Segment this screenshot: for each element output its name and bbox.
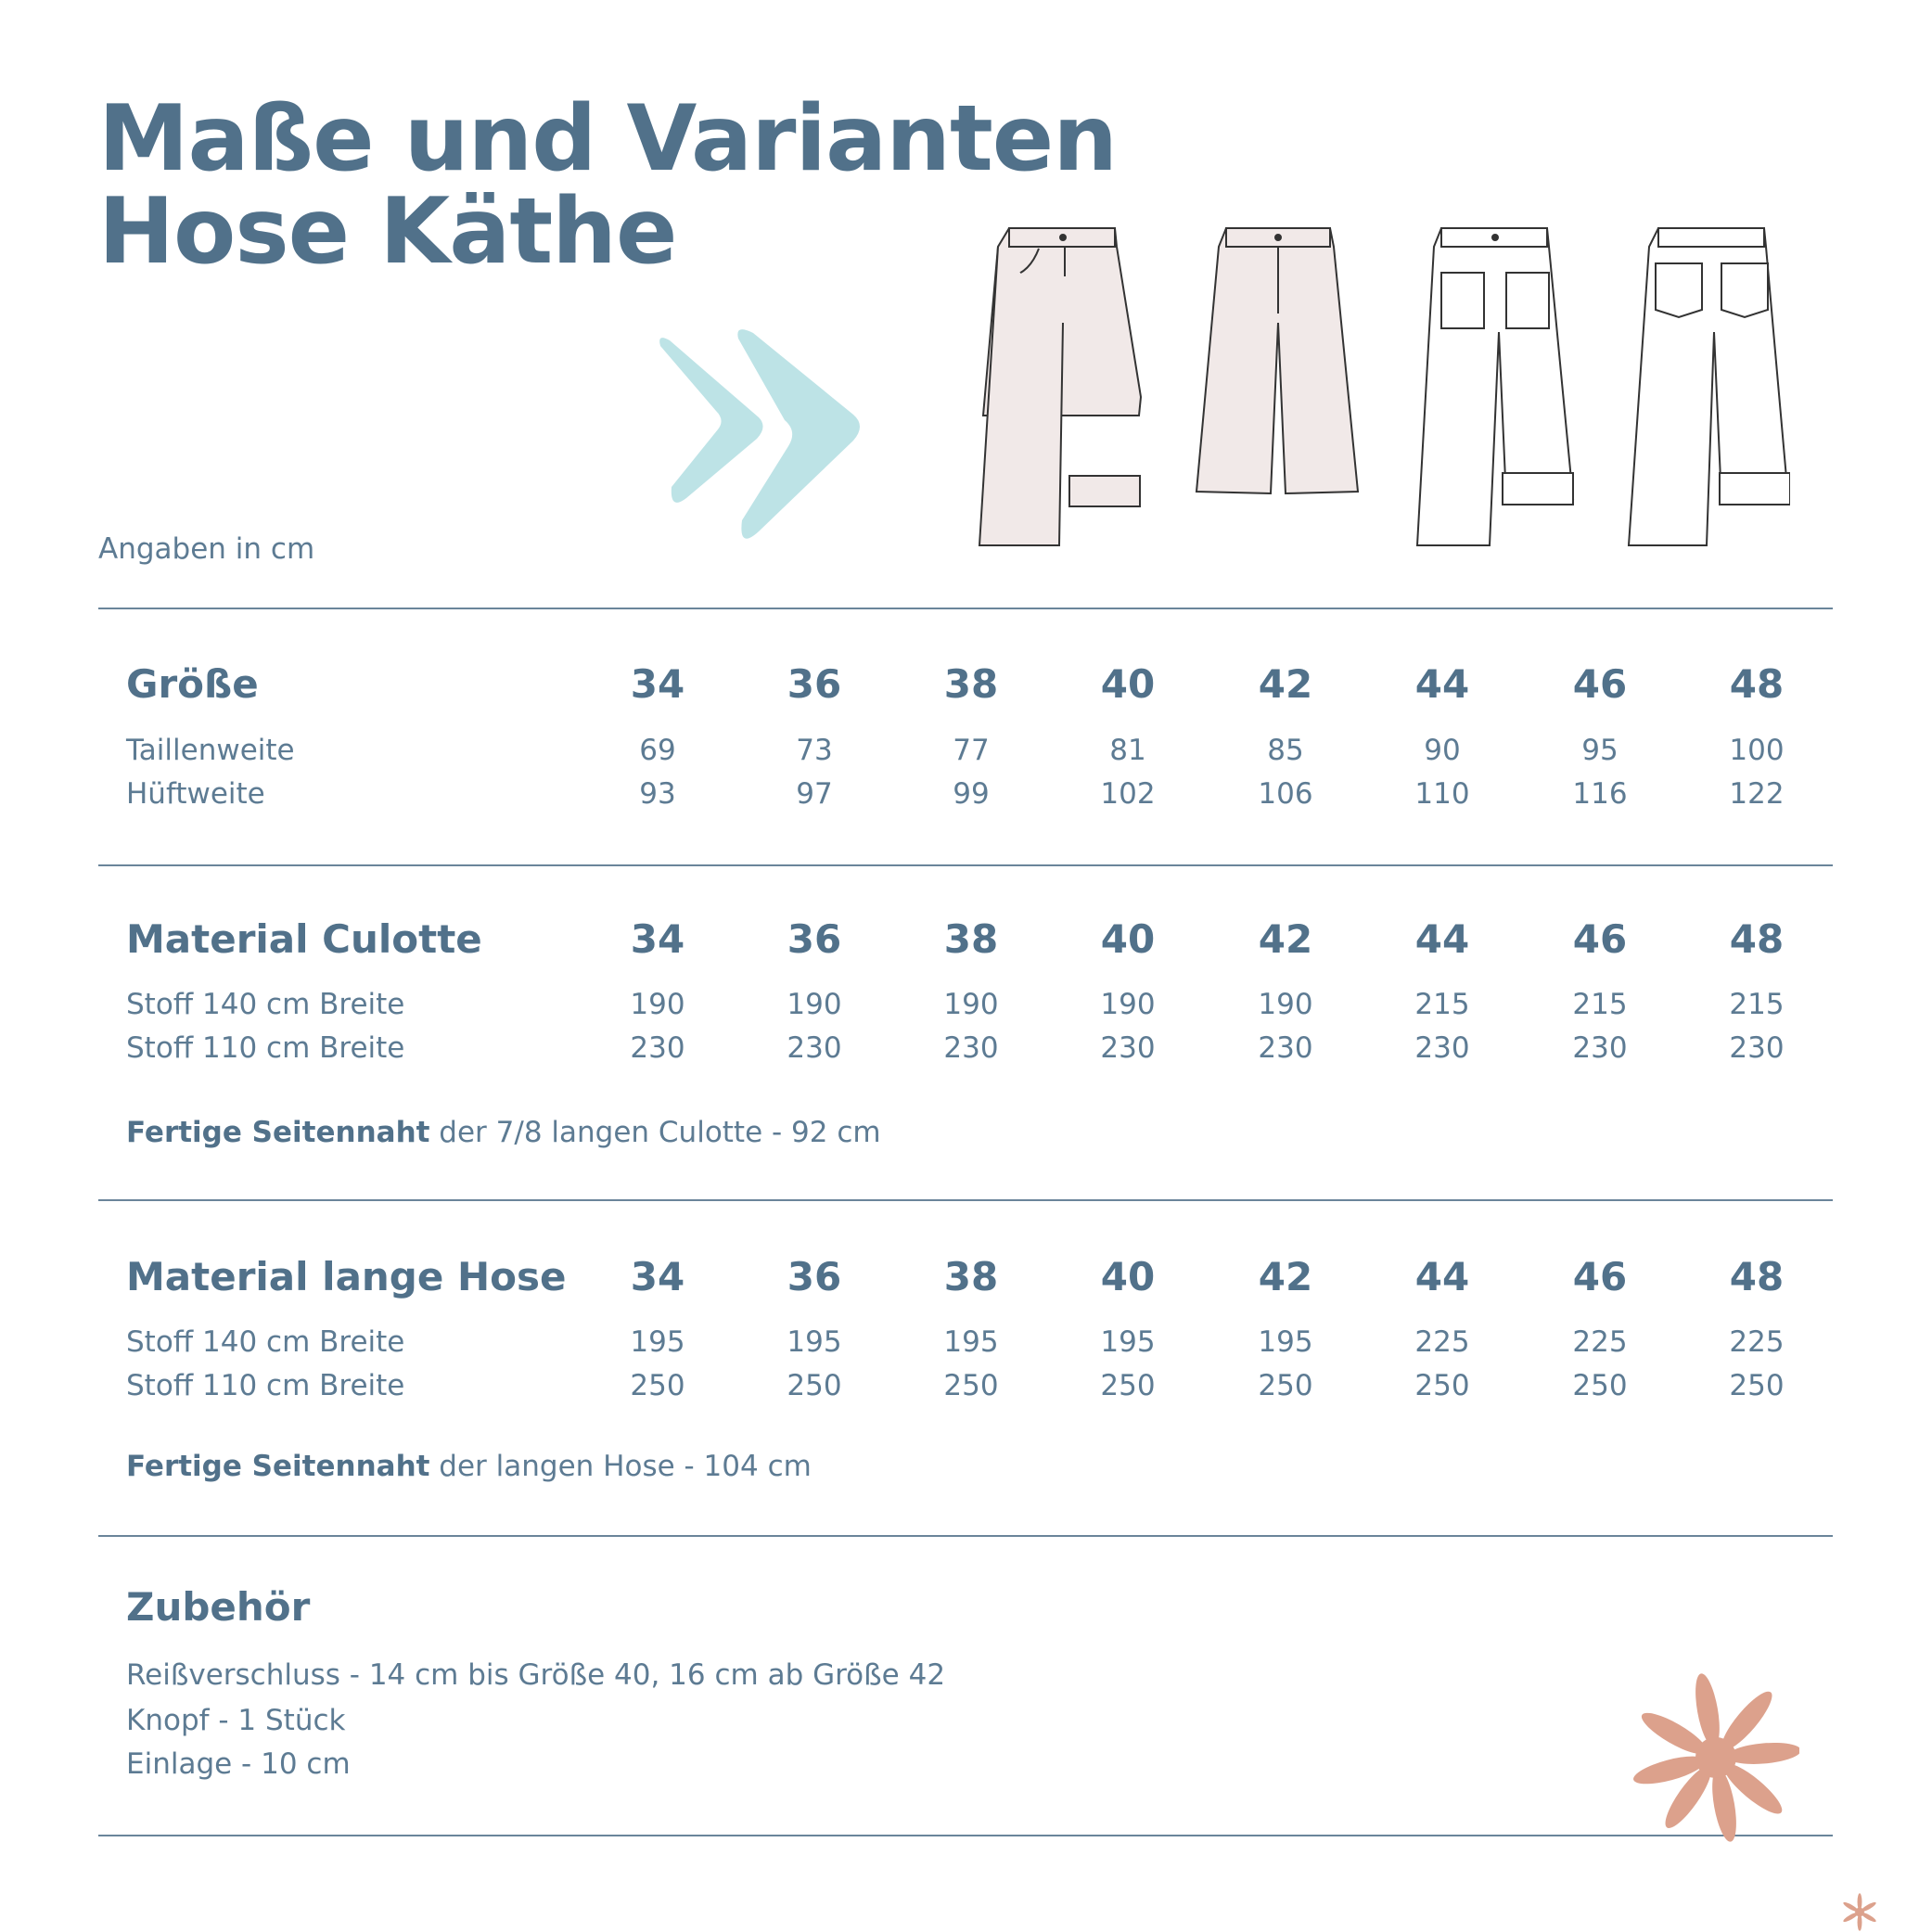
- table-cell: 250: [943, 1369, 999, 1402]
- table-cell: 250: [1414, 1369, 1470, 1402]
- divider-3: [98, 1199, 1833, 1201]
- table-cell: 230: [1258, 1031, 1313, 1065]
- size-header-cell: 38: [943, 916, 999, 962]
- list-item: Einlage - 10 cm: [126, 1747, 351, 1781]
- lange-hose-header: Material lange Hose: [126, 1254, 567, 1299]
- table-cell: 190: [630, 988, 685, 1021]
- size-header-cell: 48: [1729, 916, 1785, 962]
- size-header-cell: 34: [630, 661, 685, 707]
- table-cell: 99: [953, 777, 990, 811]
- size-header-cell: 36: [787, 1254, 842, 1299]
- title-line-1: Maße und Varianten: [98, 86, 1118, 192]
- size-header-cell: 44: [1414, 661, 1470, 707]
- table-cell: 190: [1258, 988, 1313, 1021]
- table-cell: 250: [1572, 1369, 1628, 1402]
- table-cell: 116: [1572, 777, 1628, 811]
- size-header-cell: 46: [1572, 1254, 1628, 1299]
- divider-1: [98, 608, 1833, 609]
- size-header-cell: 34: [630, 916, 685, 962]
- row-label-stoff-140: Stoff 140 cm Breite: [126, 988, 405, 1021]
- table-cell: 77: [953, 734, 990, 767]
- divider-4: [98, 1535, 1833, 1537]
- size-header-cell: 44: [1414, 916, 1470, 962]
- double-chevron-icon: [649, 329, 872, 547]
- pants-culotte-side-icon: [979, 228, 1141, 545]
- size-header-cell: 44: [1414, 1254, 1470, 1299]
- size-header-cell: 46: [1572, 916, 1628, 962]
- table-cell: 230: [1729, 1031, 1785, 1065]
- size-header-cell: 40: [1100, 1254, 1156, 1299]
- table-cell: 215: [1414, 988, 1470, 1021]
- list-item: Knopf - 1 Stück: [126, 1704, 346, 1737]
- lange-hose-note-bold: Fertige Seitennaht: [126, 1450, 430, 1483]
- table-cell: 225: [1572, 1325, 1628, 1359]
- flower-icon: [1632, 1670, 1799, 1846]
- row-label-hueftweite: Hüftweite: [126, 777, 265, 811]
- size-header-cell: 38: [943, 661, 999, 707]
- culotte-note-text: der 7/8 langen Culotte - 92 cm: [429, 1116, 881, 1149]
- row-label-taillenweite: Taillenweite: [126, 734, 295, 767]
- size-header-cell: 42: [1258, 661, 1313, 707]
- table-cell: 190: [1100, 988, 1156, 1021]
- culotte-header: Material Culotte: [126, 916, 482, 962]
- small-flower-icon: [1827, 1892, 1892, 1932]
- lange-hose-note-text: der langen Hose - 104 cm: [429, 1450, 812, 1483]
- culotte-note-bold: Fertige Seitennaht: [126, 1116, 430, 1149]
- divider-5: [98, 1835, 1833, 1836]
- table-cell: 110: [1414, 777, 1470, 811]
- table-cell: 81: [1109, 734, 1146, 767]
- size-header-cell: 36: [787, 916, 842, 962]
- table-cell: 122: [1729, 777, 1785, 811]
- table-cell: 93: [639, 777, 676, 811]
- table-cell: 195: [787, 1325, 842, 1359]
- table-cell: 102: [1100, 777, 1156, 811]
- table-cell: 85: [1267, 734, 1304, 767]
- row-label-stoff-110: Stoff 110 cm Breite: [126, 1031, 405, 1065]
- table-cell: 230: [1572, 1031, 1628, 1065]
- pants-long-front-icon: [1417, 228, 1573, 545]
- size-header-cell: 42: [1258, 916, 1313, 962]
- table-cell: 195: [943, 1325, 999, 1359]
- size-header-cell: 42: [1258, 1254, 1313, 1299]
- units-note: Angaben in cm: [98, 532, 315, 566]
- table-cell: 90: [1424, 734, 1461, 767]
- table-cell: 190: [943, 988, 999, 1021]
- zubehoer-header: Zubehör: [126, 1584, 311, 1630]
- size-header-cell: 48: [1729, 661, 1785, 707]
- table-cell: 97: [796, 777, 833, 811]
- size-header-cell: 38: [943, 1254, 999, 1299]
- title-line-2: Hose Käthe: [98, 179, 677, 285]
- table-cell: 215: [1729, 988, 1785, 1021]
- page-title: [98, 86, 1118, 285]
- table-cell: 230: [787, 1031, 842, 1065]
- table-cell: 230: [630, 1031, 685, 1065]
- table-cell: 230: [943, 1031, 999, 1065]
- table-cell: 73: [796, 734, 833, 767]
- divider-2: [98, 864, 1833, 866]
- size-header-cell: 40: [1100, 661, 1156, 707]
- pants-culotte-front-icon: [1196, 228, 1358, 493]
- table-cell: 250: [787, 1369, 842, 1402]
- size-header-cell: 46: [1572, 661, 1628, 707]
- size-header-cell: 36: [787, 661, 842, 707]
- table-cell: 190: [787, 988, 842, 1021]
- pants-illustrations: [974, 221, 1790, 555]
- groesse-header: Größe: [126, 661, 259, 707]
- table-cell: 250: [630, 1369, 685, 1402]
- size-header-cell: 34: [630, 1254, 685, 1299]
- table-cell: 100: [1729, 734, 1785, 767]
- row-label-stoff-140: Stoff 140 cm Breite: [126, 1325, 405, 1359]
- table-cell: 106: [1258, 777, 1313, 811]
- table-cell: 250: [1100, 1369, 1156, 1402]
- table-cell: 215: [1572, 988, 1628, 1021]
- lange-hose-note: [126, 1450, 812, 1483]
- row-label-stoff-110: Stoff 110 cm Breite: [126, 1369, 405, 1402]
- culotte-note: [126, 1116, 881, 1149]
- size-header-cell: 40: [1100, 916, 1156, 962]
- size-header-cell: 48: [1729, 1254, 1785, 1299]
- table-cell: 230: [1100, 1031, 1156, 1065]
- table-cell: 195: [1258, 1325, 1313, 1359]
- table-cell: 69: [639, 734, 676, 767]
- table-cell: 250: [1258, 1369, 1313, 1402]
- table-cell: 95: [1581, 734, 1619, 767]
- table-cell: 225: [1414, 1325, 1470, 1359]
- table-cell: 230: [1414, 1031, 1470, 1065]
- list-item: Reißverschluss - 14 cm bis Größe 40, 16 cm ab Größe 42: [126, 1658, 946, 1692]
- pants-long-back-icon: [1629, 228, 1790, 545]
- table-cell: 195: [1100, 1325, 1156, 1359]
- table-cell: 250: [1729, 1369, 1785, 1402]
- table-cell: 195: [630, 1325, 685, 1359]
- table-cell: 225: [1729, 1325, 1785, 1359]
